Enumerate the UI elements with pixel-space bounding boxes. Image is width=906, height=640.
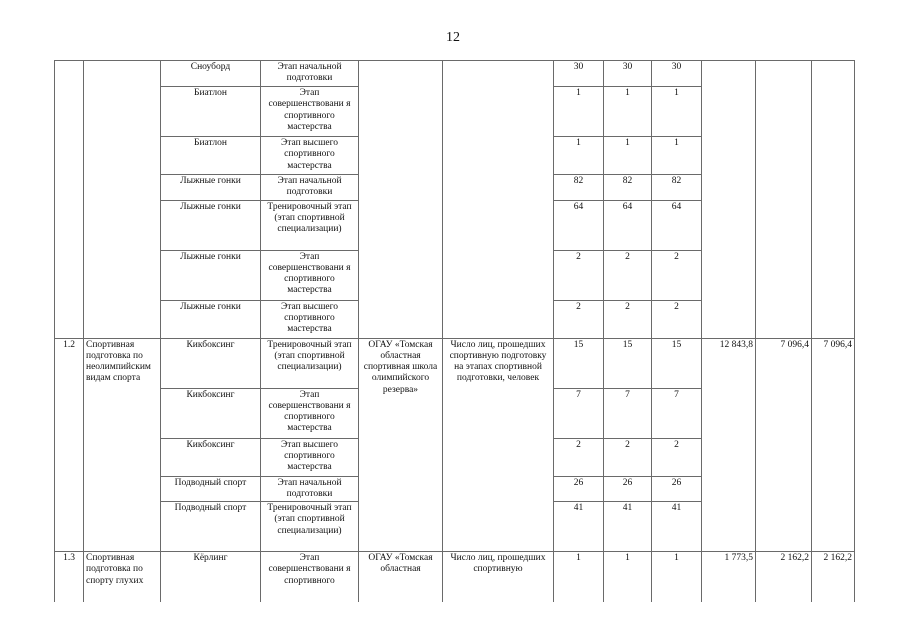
value-cell: 30 — [554, 61, 604, 87]
table-row — [55, 338, 855, 388]
sport-cell: Сноуборд — [161, 61, 261, 87]
organization-cell: ОГАУ «Томская областная — [359, 552, 443, 602]
value-cell: 26 — [604, 476, 652, 502]
value-cell: 1 — [554, 552, 604, 602]
value-cell: 7 — [604, 388, 652, 438]
value-cell: 1 — [604, 87, 652, 137]
organization-cell — [359, 61, 443, 339]
section-title-cell: Спортивная подготовка по спорту глухих — [84, 552, 161, 602]
sport-cell: Лыжные гонки — [161, 250, 261, 300]
value-cell: 41 — [554, 502, 604, 552]
funding-table — [54, 60, 855, 602]
stage-cell: Тренировочный этап (этап спортивной специализации) — [261, 502, 359, 552]
value-cell: 2 — [604, 300, 652, 338]
organization-cell: ОГАУ «Томская областная спортивная школа олимпийского резерва» — [359, 338, 443, 552]
value-cell: 2 — [652, 250, 702, 300]
funding-cell — [756, 61, 812, 339]
funding-cell: 12 843,8 — [702, 338, 756, 552]
sport-cell: Кёрлинг — [161, 552, 261, 602]
value-cell: 41 — [604, 502, 652, 552]
value-cell: 15 — [554, 338, 604, 388]
stage-cell: Этап высшего спортивного мастерства — [261, 438, 359, 476]
value-cell: 26 — [554, 476, 604, 502]
funding-cell: 2 162,2 — [756, 552, 812, 602]
value-cell: 64 — [604, 200, 652, 250]
indicator-cell — [443, 61, 554, 339]
sport-cell: Кикбоксинг — [161, 338, 261, 388]
section-title-cell: Спортивная подготовка по неолимпийским видам спорта — [84, 338, 161, 552]
page-number: 12 — [446, 30, 460, 45]
value-cell: 30 — [652, 61, 702, 87]
row-number-cell: 1.2 — [55, 338, 84, 552]
stage-cell: Этап совершенствовани я спортивного мастерства — [261, 388, 359, 438]
value-cell: 2 — [604, 250, 652, 300]
stage-cell: Тренировочный этап (этап спортивной специализации) — [261, 338, 359, 388]
value-cell: 2 — [652, 300, 702, 338]
sport-cell: Лыжные гонки — [161, 200, 261, 250]
stage-cell: Этап высшего спортивного мастерства — [261, 137, 359, 175]
sport-cell: Лыжные гонки — [161, 175, 261, 201]
value-cell: 41 — [652, 502, 702, 552]
sport-cell: Подводный спорт — [161, 502, 261, 552]
sport-cell: Биатлон — [161, 87, 261, 137]
indicator-cell: Число лиц, прошедших спортивную — [443, 552, 554, 602]
row-number-cell: 1.3 — [55, 552, 84, 602]
funding-cell — [702, 61, 756, 339]
funding-cell — [812, 61, 855, 339]
funding-cell: 7 096,4 — [756, 338, 812, 552]
value-cell: 1 — [554, 87, 604, 137]
value-cell: 15 — [652, 338, 702, 388]
stage-cell: Этап совершенствовани я спортивного — [261, 552, 359, 602]
value-cell: 2 — [554, 250, 604, 300]
value-cell: 1 — [554, 137, 604, 175]
sport-cell: Кикбоксинг — [161, 388, 261, 438]
value-cell: 82 — [554, 175, 604, 201]
value-cell: 82 — [652, 175, 702, 201]
stage-cell: Тренировочный этап (этап спортивной специализации) — [261, 200, 359, 250]
value-cell: 7 — [554, 388, 604, 438]
sport-cell: Подводный спорт — [161, 476, 261, 502]
value-cell: 82 — [604, 175, 652, 201]
value-cell: 1 — [604, 137, 652, 175]
value-cell: 2 — [604, 438, 652, 476]
value-cell: 64 — [652, 200, 702, 250]
table-row — [55, 61, 855, 87]
stage-cell: Этап высшего спортивного мастерства — [261, 300, 359, 338]
value-cell: 2 — [554, 438, 604, 476]
value-cell: 15 — [604, 338, 652, 388]
value-cell: 7 — [652, 388, 702, 438]
stage-cell: Этап начальной подготовки — [261, 476, 359, 502]
value-cell: 1 — [652, 552, 702, 602]
value-cell: 30 — [604, 61, 652, 87]
value-cell: 64 — [554, 200, 604, 250]
funding-cell: 2 162,2 — [812, 552, 855, 602]
sport-cell: Биатлон — [161, 137, 261, 175]
stage-cell: Этап начальной подготовки — [261, 175, 359, 201]
value-cell: 2 — [554, 300, 604, 338]
table-row — [55, 552, 855, 602]
value-cell: 1 — [604, 552, 652, 602]
funding-cell: 7 096,4 — [812, 338, 855, 552]
section-title-cell — [84, 61, 161, 339]
sport-cell: Кикбоксинг — [161, 438, 261, 476]
stage-cell: Этап совершенствовани я спортивного мастерства — [261, 87, 359, 137]
value-cell: 1 — [652, 87, 702, 137]
funding-cell: 1 773,5 — [702, 552, 756, 602]
stage-cell: Этап начальной подготовки — [261, 61, 359, 87]
sport-cell: Лыжные гонки — [161, 300, 261, 338]
value-cell: 2 — [652, 438, 702, 476]
value-cell: 1 — [652, 137, 702, 175]
stage-cell: Этап совершенствовани я спортивного мастерства — [261, 250, 359, 300]
indicator-cell: Число лиц, прошедших спортивную подготовку на этапах спортивной подготовки, человек — [443, 338, 554, 552]
row-number-cell — [55, 61, 84, 339]
value-cell: 26 — [652, 476, 702, 502]
